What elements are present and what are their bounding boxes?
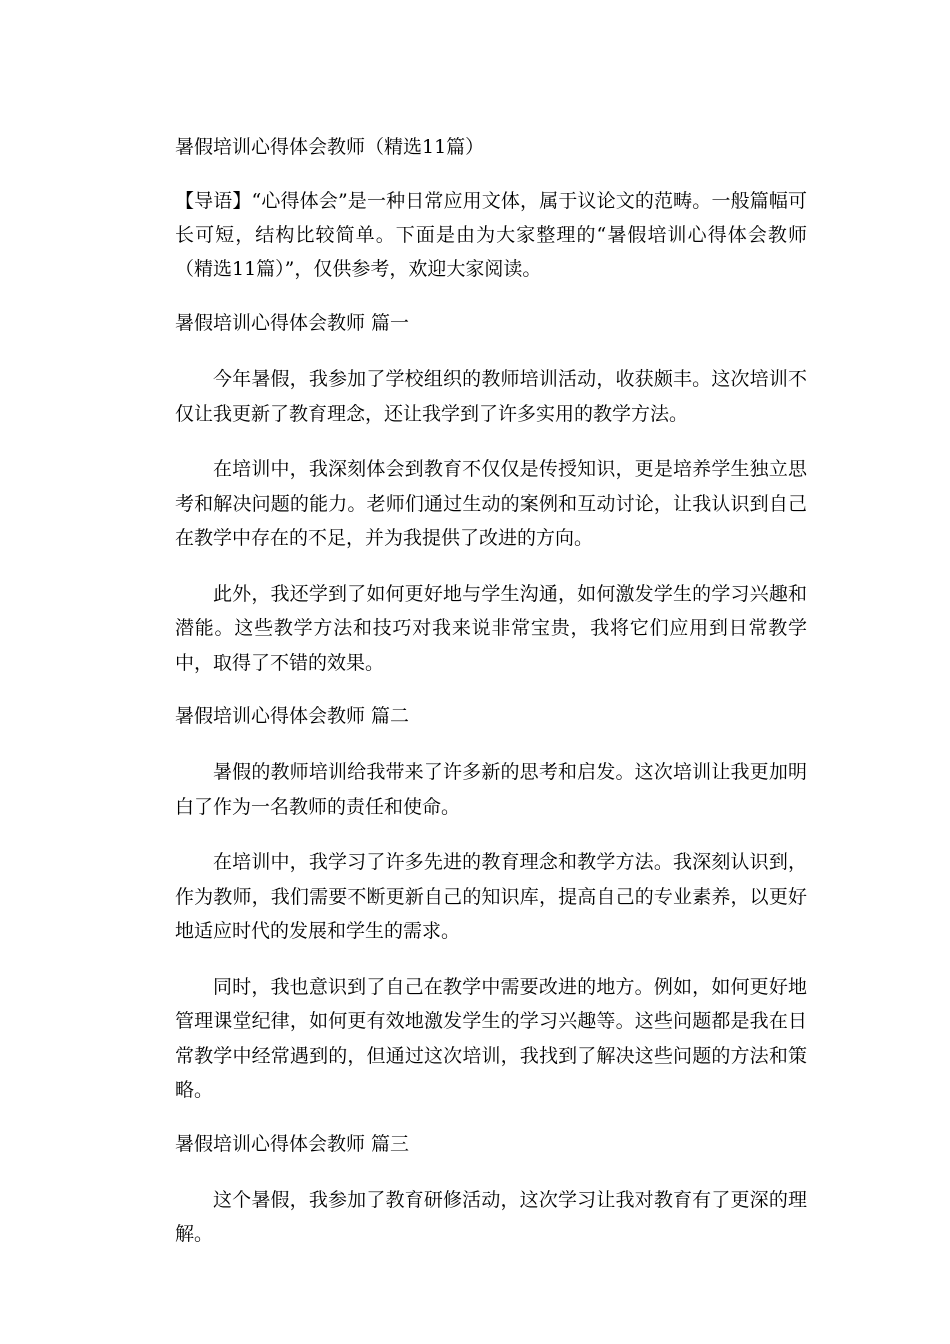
document-intro: 【导语】“心得体会”是一种日常应用文体，属于议论文的范畴。一般篇幅可长可短，结构比较简单。下面是由为大家整理的“暑假培训心得体会教师（精选11篇）”，仅供参考，欢迎大家阅读。 — [175, 190, 807, 280]
section-heading-2: 暑假培训心得体会教师 篇二 — [175, 705, 410, 727]
section-2-paragraph: 在培训中，我学习了许多先进的教育理念和教学方法。我深刻认识到，作为教师，我们需要不断更新自己的知识库，提高自己的专业素养，以更好地适应时代的发展和学生的需求。 — [175, 851, 807, 942]
section-heading-1: 暑假培训心得体会教师 篇一 — [175, 312, 410, 334]
section-2-paragraph: 暑假的教师培训给我带来了许多新的思考和启发。这次培训让我更加明白了作为一名教师的责任和使命。 — [175, 761, 807, 818]
section-1-paragraph: 今年暑假，我参加了学校组织的教师培训活动，收获颇丰。这次培训不仅让我更新了教育理念，还让我学到了许多实用的教学方法。 — [175, 368, 807, 425]
section-1-paragraph: 此外，我还学到了如何更好地与学生沟通，如何激发学生的学习兴趣和潜能。这些教学方法和技巧对我来说非常宝贵，我将它们应用到日常教学中，取得了不错的效果。 — [175, 582, 807, 674]
section-1-paragraph: 在培训中，我深刻体会到教育不仅仅是传授知识，更是培养学生独立思考和解决问题的能力。老师们通过生动的案例和互动讨论，让我认识到自己在教学中存在的不足，并为我提供了改进的方向。 — [175, 458, 807, 549]
section-2-paragraph: 同时，我也意识到了自己在教学中需要改进的地方。例如，如何更好地管理课堂纪律，如何更有效地激发学生的学习兴趣等。这些问题都是我在日常教学中经常遇到的，但通过这次培训，我找到了解决这些问题的方法和策略。 — [175, 975, 807, 1101]
section-heading-3: 暑假培训心得体会教师 篇三 — [175, 1132, 410, 1155]
document-title: 暑假培训心得体会教师（精选11篇） — [175, 136, 485, 158]
section-3-paragraph: 这个暑假，我参加了教育研修活动，这次学习让我对教育有了更深的理解。 — [175, 1188, 807, 1245]
document-body — [175, 132, 807, 1273]
